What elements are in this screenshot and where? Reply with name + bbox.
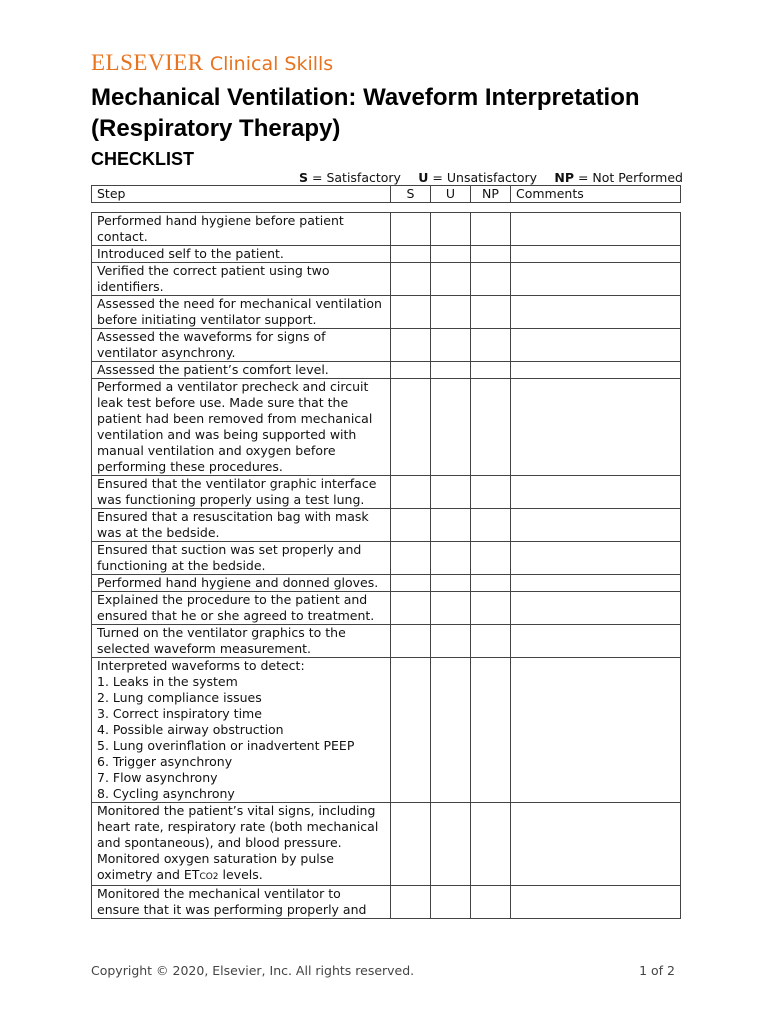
step-cell bbox=[92, 575, 391, 592]
u-checkbox-cell[interactable] bbox=[431, 509, 471, 542]
u-checkbox-cell[interactable] bbox=[431, 575, 471, 592]
step-text: Performed hand hygiene and donned gloves. bbox=[97, 575, 379, 590]
step-text: functioning at the bedside. bbox=[97, 558, 266, 573]
table-row bbox=[92, 625, 681, 658]
step-text: heart rate, respiratory rate (both mechanical bbox=[97, 819, 379, 834]
s-checkbox-cell[interactable] bbox=[391, 575, 431, 592]
step-text: Performed hand hygiene before patient bbox=[97, 213, 344, 228]
step-text: 1. Leaks in the system bbox=[97, 674, 238, 689]
step-text: Verified the correct patient using two bbox=[97, 263, 330, 278]
np-checkbox-cell[interactable] bbox=[471, 542, 511, 575]
step-cell bbox=[92, 509, 391, 542]
comments-cell[interactable] bbox=[511, 263, 681, 296]
s-checkbox-cell[interactable] bbox=[391, 476, 431, 509]
comments-cell[interactable] bbox=[511, 476, 681, 509]
comments-cell[interactable] bbox=[511, 362, 681, 379]
s-checkbox-cell[interactable] bbox=[391, 509, 431, 542]
brand-logo bbox=[91, 50, 333, 76]
table-row bbox=[92, 476, 681, 509]
np-checkbox-cell[interactable] bbox=[471, 213, 511, 246]
comments-cell[interactable] bbox=[511, 592, 681, 625]
np-checkbox-cell[interactable] bbox=[471, 296, 511, 329]
s-checkbox-cell[interactable] bbox=[391, 263, 431, 296]
step-cell bbox=[92, 263, 391, 296]
comments-cell[interactable] bbox=[511, 296, 681, 329]
step-cell bbox=[92, 476, 391, 509]
legend-not-performed: NP = Not Performed bbox=[554, 170, 683, 185]
step-text: selected waveform measurement. bbox=[97, 641, 312, 656]
s-checkbox-cell[interactable] bbox=[391, 362, 431, 379]
np-checkbox-cell[interactable] bbox=[471, 329, 511, 362]
step-text: ensure that it was performing properly and bbox=[97, 902, 367, 917]
table-row bbox=[92, 329, 681, 362]
page-number: 1 of 2 bbox=[639, 963, 675, 978]
s-checkbox-cell[interactable] bbox=[391, 803, 431, 886]
step-text: 2. Lung compliance issues bbox=[97, 690, 262, 705]
header-s: S bbox=[391, 186, 431, 203]
table-row bbox=[92, 886, 681, 919]
np-checkbox-cell[interactable] bbox=[471, 575, 511, 592]
step-text: Assessed the patient’s comfort level. bbox=[97, 362, 329, 377]
step-cell bbox=[92, 296, 391, 329]
step-text: was functioning properly using a test lung. bbox=[97, 492, 365, 507]
table-row bbox=[92, 542, 681, 575]
np-checkbox-cell[interactable] bbox=[471, 476, 511, 509]
comments-cell[interactable] bbox=[511, 542, 681, 575]
step-text: contact. bbox=[97, 229, 148, 244]
u-checkbox-cell[interactable] bbox=[431, 542, 471, 575]
step-text: Monitored the mechanical ventilator to bbox=[97, 886, 341, 901]
step-text: Ensured that the ventilator graphic interface bbox=[97, 476, 377, 491]
step-cell bbox=[92, 213, 391, 246]
u-checkbox-cell[interactable] bbox=[431, 263, 471, 296]
step-text: Assessed the waveforms for signs of bbox=[97, 329, 326, 344]
comments-cell[interactable] bbox=[511, 658, 681, 803]
step-text: 7. Flow asynchrony bbox=[97, 770, 218, 785]
u-checkbox-cell[interactable] bbox=[431, 592, 471, 625]
np-checkbox-cell[interactable] bbox=[471, 886, 511, 919]
step-cell bbox=[92, 246, 391, 263]
np-checkbox-cell[interactable] bbox=[471, 246, 511, 263]
comments-cell[interactable] bbox=[511, 379, 681, 476]
table-row bbox=[92, 296, 681, 329]
checklist-table bbox=[91, 212, 681, 919]
step-cell bbox=[92, 625, 391, 658]
table-row bbox=[92, 263, 681, 296]
np-checkbox-cell[interactable] bbox=[471, 509, 511, 542]
step-text: 8. Cycling asynchrony bbox=[97, 786, 235, 801]
header-step: Step bbox=[92, 186, 391, 203]
comments-cell[interactable] bbox=[511, 213, 681, 246]
step-text: Performed a ventilator precheck and circuit bbox=[97, 379, 369, 394]
s-checkbox-cell[interactable] bbox=[391, 379, 431, 476]
step-text: performing these procedures. bbox=[97, 459, 283, 474]
page-title: Mechanical Ventilation: Waveform Interpretation (Respiratory Therapy) bbox=[91, 84, 640, 142]
step-text: Ensured that a resuscitation bag with mask bbox=[97, 509, 369, 524]
step-text: Turned on the ventilator graphics to the bbox=[97, 625, 346, 640]
legend-satisfactory: S = Satisfactory bbox=[299, 170, 401, 185]
copyright: Copyright © 2020, Elsevier, Inc. All rights reserved. bbox=[91, 963, 415, 978]
step-cell bbox=[92, 329, 391, 362]
table-row bbox=[92, 362, 681, 379]
u-checkbox-cell[interactable] bbox=[431, 803, 471, 886]
table-row bbox=[92, 575, 681, 592]
comments-cell[interactable] bbox=[511, 509, 681, 542]
u-checkbox-cell[interactable] bbox=[431, 329, 471, 362]
step-cell bbox=[92, 362, 391, 379]
step-text: leak test before use. Made sure that the bbox=[97, 395, 349, 410]
step-text: ensured that he or she agreed to treatment. bbox=[97, 608, 375, 623]
section-heading: CHECKLIST bbox=[91, 149, 194, 169]
step-text: Monitored the patient’s vital signs, including bbox=[97, 803, 376, 818]
step-text: oximetry and ETCO2 levels. bbox=[97, 867, 263, 882]
table-row bbox=[92, 379, 681, 476]
step-text: manual ventilation and oxygen before bbox=[97, 443, 336, 458]
step-text: patient had been removed from mechanical bbox=[97, 411, 373, 426]
step-text: identifiers. bbox=[97, 279, 164, 294]
u-checkbox-cell[interactable] bbox=[431, 362, 471, 379]
s-checkbox-cell[interactable] bbox=[391, 296, 431, 329]
step-text: and spontaneous), and blood pressure. bbox=[97, 835, 342, 850]
legend-unsatisfactory: U = Unsatisfactory bbox=[418, 170, 538, 185]
u-checkbox-cell[interactable] bbox=[431, 213, 471, 246]
u-checkbox-cell[interactable] bbox=[431, 886, 471, 919]
s-checkbox-cell[interactable] bbox=[391, 542, 431, 575]
np-checkbox-cell[interactable] bbox=[471, 379, 511, 476]
step-text: 4. Possible airway obstruction bbox=[97, 722, 284, 737]
step-text: was at the bedside. bbox=[97, 525, 220, 540]
u-checkbox-cell[interactable] bbox=[431, 658, 471, 803]
header-np: NP bbox=[471, 186, 511, 203]
step-cell bbox=[92, 379, 391, 476]
step-text: Interpreted waveforms to detect: bbox=[97, 658, 305, 673]
np-checkbox-cell[interactable] bbox=[471, 658, 511, 803]
step-cell bbox=[92, 592, 391, 625]
checklist-header bbox=[91, 185, 681, 203]
comments-cell[interactable] bbox=[511, 329, 681, 362]
u-checkbox-cell[interactable] bbox=[431, 296, 471, 329]
step-text: ventilation and was being supported with bbox=[97, 427, 357, 442]
legend bbox=[299, 170, 683, 185]
comments-cell[interactable] bbox=[511, 246, 681, 263]
comments-cell[interactable] bbox=[511, 575, 681, 592]
np-checkbox-cell[interactable] bbox=[471, 592, 511, 625]
s-checkbox-cell[interactable] bbox=[391, 213, 431, 246]
np-checkbox-cell[interactable] bbox=[471, 625, 511, 658]
step-text: before initiating ventilator support. bbox=[97, 312, 317, 327]
u-checkbox-cell[interactable] bbox=[431, 476, 471, 509]
s-checkbox-cell[interactable] bbox=[391, 625, 431, 658]
u-checkbox-cell[interactable] bbox=[431, 379, 471, 476]
comments-cell[interactable] bbox=[511, 625, 681, 658]
np-checkbox-cell[interactable] bbox=[471, 803, 511, 886]
step-text: 5. Lung overinflation or inadvertent PEEP bbox=[97, 738, 355, 753]
s-checkbox-cell[interactable] bbox=[391, 246, 431, 263]
comments-cell[interactable] bbox=[511, 886, 681, 919]
s-checkbox-cell[interactable] bbox=[391, 886, 431, 919]
header-comments: Comments bbox=[511, 186, 681, 203]
step-text: ventilator asynchrony. bbox=[97, 345, 236, 360]
step-text: 6. Trigger asynchrony bbox=[97, 754, 233, 769]
step-cell bbox=[92, 658, 391, 803]
np-checkbox-cell[interactable] bbox=[471, 263, 511, 296]
table-row bbox=[92, 803, 681, 886]
header-u: U bbox=[431, 186, 471, 203]
brand-name: ELSEVIER bbox=[91, 50, 204, 75]
table-row bbox=[92, 509, 681, 542]
s-checkbox-cell[interactable] bbox=[391, 658, 431, 803]
table-row bbox=[92, 246, 681, 263]
step-text: Explained the procedure to the patient and bbox=[97, 592, 368, 607]
s-checkbox-cell[interactable] bbox=[391, 592, 431, 625]
table-row bbox=[92, 592, 681, 625]
u-checkbox-cell[interactable] bbox=[431, 625, 471, 658]
step-cell bbox=[92, 803, 391, 886]
u-checkbox-cell[interactable] bbox=[431, 246, 471, 263]
table-row bbox=[92, 213, 681, 246]
step-text: Ensured that suction was set properly and bbox=[97, 542, 362, 557]
step-text: Monitored oxygen saturation by pulse bbox=[97, 851, 334, 866]
brand-product: Clinical Skills bbox=[209, 53, 334, 75]
comments-cell[interactable] bbox=[511, 803, 681, 886]
table-row bbox=[92, 658, 681, 803]
np-checkbox-cell[interactable] bbox=[471, 362, 511, 379]
step-text: 3. Correct inspiratory time bbox=[97, 706, 262, 721]
step-text: Assessed the need for mechanical ventilation bbox=[97, 296, 382, 311]
step-text: Introduced self to the patient. bbox=[97, 246, 284, 261]
step-cell bbox=[92, 542, 391, 575]
step-cell bbox=[92, 886, 391, 919]
s-checkbox-cell[interactable] bbox=[391, 329, 431, 362]
